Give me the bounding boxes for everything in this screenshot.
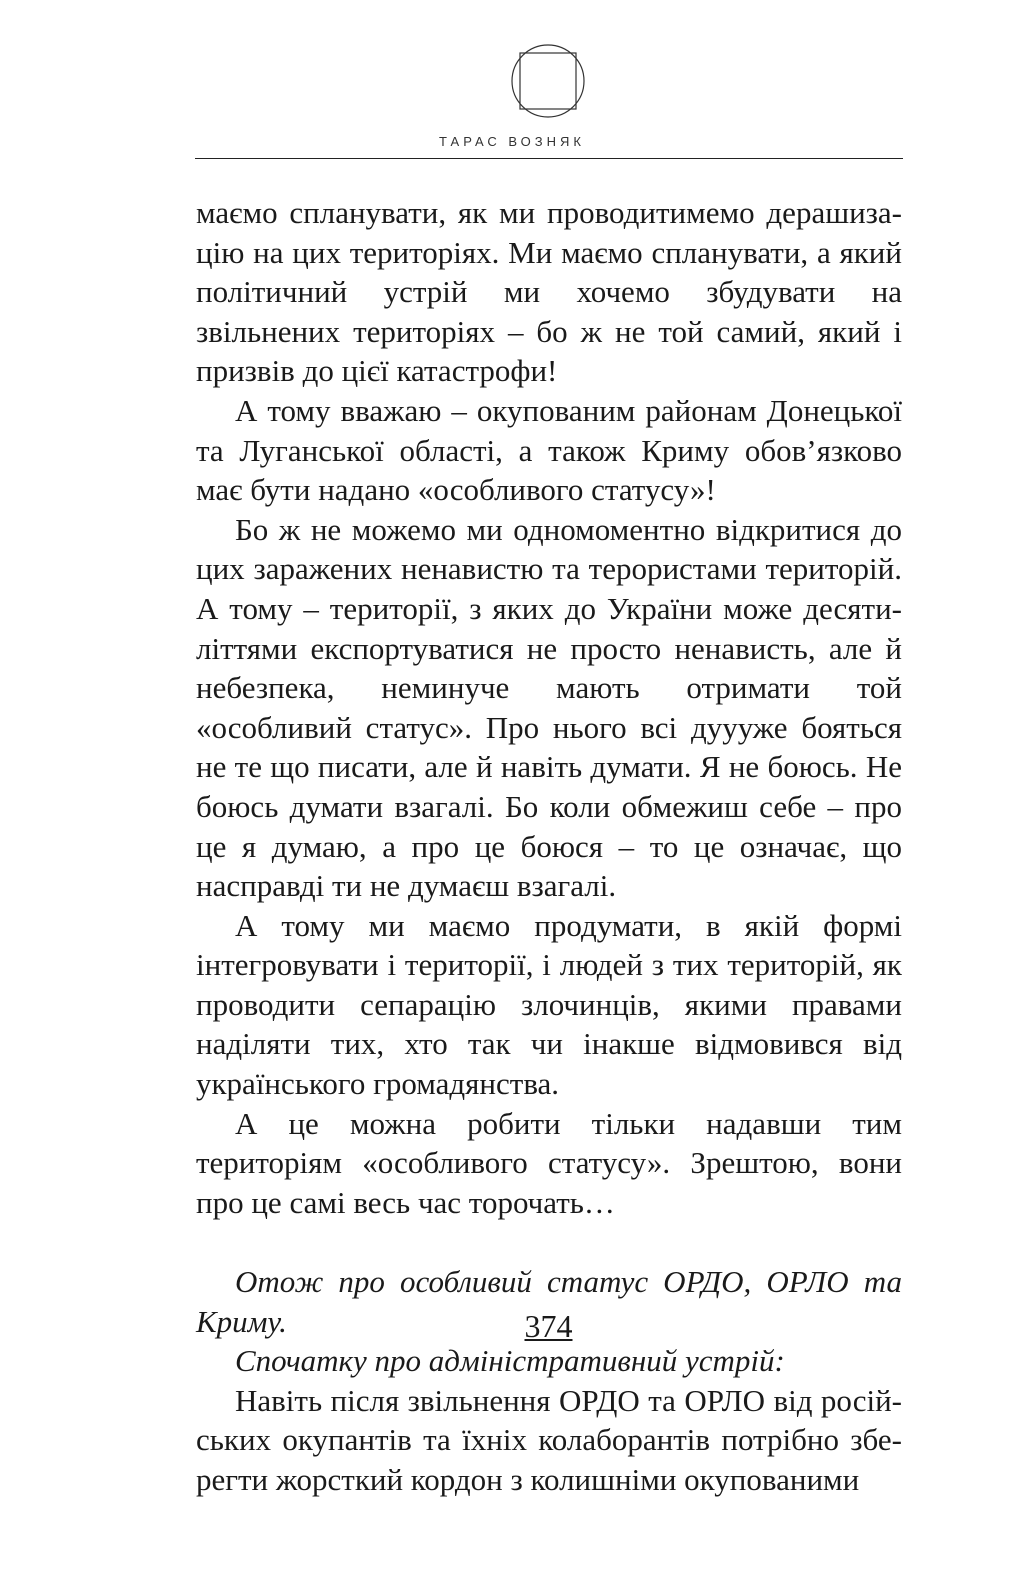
page-number <box>0 1308 1024 1345</box>
paragraph: Навіть після звільнення ОРДО та ОРЛО від російських окупантів та їхніх колаборантів потрібно зберегти жорсткий кордон з колишніми окупованими <box>196 1382 902 1497</box>
paragraph: А тому вважаю – окупованим районам Донецької та Луганської області, а також Криму обов’язково має бути надано «особливого статусу»! <box>196 392 902 508</box>
paragraph: маємо спланувати, як ми проводитимемо дерашизацію на цих територіях. Ми маємо спланувати, а який політичний устрій ми хочемо збудувати на звільнених територіях – бо ж не той самий, який і призвів до цієї катастрофи! <box>196 195 902 389</box>
page-number-value: 374 <box>524 1308 573 1344</box>
paragraph: А тому ми маємо продумати, в якій формі інтегровувати і території, і людей з тих територій, як проводити сепарацію злочинців, якими правами наділяти тих, хто так чи інакше відмовився від українського громадянства. <box>196 907 902 1102</box>
circle-square-emblem-icon <box>510 43 586 119</box>
running-head: ТАРАС ВОЗНЯК <box>439 134 585 149</box>
main-text <box>196 193 902 1500</box>
paragraph: А це можна робити тільки надавши тим територіям «особливого статусу». Зрештою, вони про це самі весь час торочать… <box>196 1105 902 1220</box>
paragraph: Бо ж не можемо ми одномоментно відкритися до цих заражених ненавистю та терористами територій. А тому – території, з яких до України може десятиліттями експортуватися не просто ненависть, але й небезпека, неминуче мають отримати той «особливий статус». Про нього всі дуууже бояться не те що писати, але й навіть думати. Я не боюсь. Не боюсь думати взагалі. Бо коли обмежиш себе – про це я думаю, а про це боюся – то це означає, що насправді ти не думаєш взагалі. <box>196 511 902 904</box>
italic-paragraph: Спочатку про адміністративний устрій: <box>235 1343 785 1379</box>
italic-paragraph: Отож про особливий статус ОРДО, ОРЛО та Криму. <box>196 1264 902 1339</box>
header-rule <box>195 158 903 159</box>
